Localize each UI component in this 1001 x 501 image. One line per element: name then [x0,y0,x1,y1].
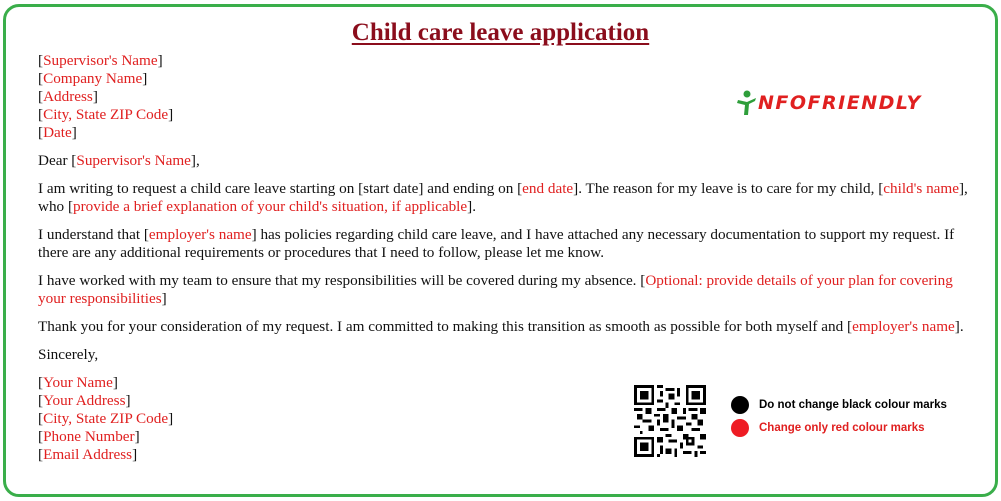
logo-text: NFOFRIENDLY [758,92,922,114]
address-line: [Address] [38,88,98,105]
signature-line: [City, State ZIP Code] [38,410,174,427]
legend-red [731,419,947,437]
paragraph-policies: I understand that [employer's name] has policies regarding child care leave, and I have attached any necessary documentation to support my request. If there are any additional requirements or procedures that I need to follow, please let me know. [38,226,955,261]
address-line: [City, State ZIP Code] [38,106,174,123]
paragraph-request: I am writing to request a child care leave starting on [start date] and ending on [end date]. The reason for my leave is to care for my child, [child's name], who [provide a brief explanation of your child's situation, if applicable]. [38,180,968,215]
legend-black-text: Do not change black colour marks [759,399,947,411]
address-line: [Date] [38,124,77,141]
signature-line: [Your Name] [38,374,118,391]
red-dot-icon [731,419,749,437]
recipient-address [38,52,983,142]
address-line: [Company Name] [38,70,148,87]
signature-line: [Phone Number] [38,428,140,445]
legend-black [731,396,947,414]
color-legend [731,396,947,442]
signature-line: [Email Address] [38,446,138,463]
legend-red-text: Change only red colour marks [759,422,925,434]
qr-code-icon [632,385,708,457]
black-dot-icon [731,396,749,414]
closing: Sincerely, [38,346,99,363]
paragraph-thanks: Thank you for your consideration of my request. I am committed to making this transition as smooth as possible for both myself and [employer's name]. [38,318,964,335]
paragraph-coverage: I have worked with my team to ensure that my responsibilities will be covered during my absence. [Optional: provide details of your plan for covering your responsibilities] [38,272,953,307]
address-line: [Supervisor's Name] [38,52,163,69]
salutation: Dear [Supervisor's Name], [38,152,200,169]
page-title: Child care leave application [351,19,650,46]
signature-line: [Your Address] [38,392,131,409]
